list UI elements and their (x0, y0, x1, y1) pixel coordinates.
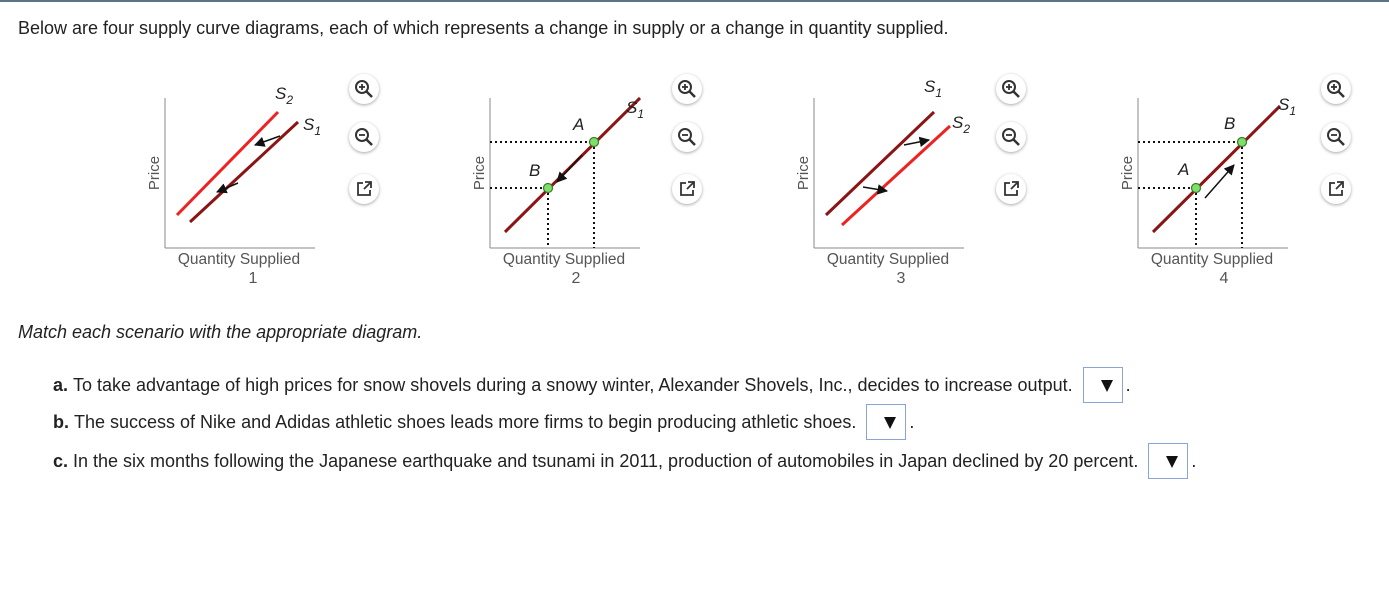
question-text: In the six months following the Japanese earthquake and tsunami in 2011, production of automobiles in Japan declined by 20 percent. (73, 450, 1139, 471)
question-letter: a. (53, 374, 69, 395)
movement-arrow (1205, 165, 1234, 198)
x-axis-label: Quantity Supplied (177, 251, 301, 268)
sentence-end: . (1125, 374, 1131, 395)
expand-button[interactable] (996, 174, 1026, 204)
point-label-b: B (529, 161, 541, 180)
zoom-in-icon (677, 79, 697, 99)
expand-button[interactable] (1321, 174, 1351, 204)
dropdown-arrow-icon (884, 417, 896, 429)
expand-button[interactable] (349, 174, 379, 204)
zoom-in-icon (354, 79, 374, 99)
answer-dropdown-c[interactable] (1148, 443, 1188, 479)
expand-icon (678, 180, 696, 198)
y-axis-label: Price (795, 155, 812, 191)
movement-arrow (557, 155, 582, 182)
zoom-out-button[interactable] (1321, 122, 1351, 152)
x-axis-label: Quantity Supplied (826, 251, 950, 268)
curve-label-s2: $S_2$ (952, 113, 971, 136)
zoom-out-icon (1001, 127, 1021, 147)
shift-arrow (904, 140, 929, 145)
expand-button[interactable] (672, 174, 702, 204)
sentence-end: . (909, 411, 915, 432)
zoom-out-icon (677, 127, 697, 147)
expand-icon (355, 180, 373, 198)
question-letter: c. (53, 450, 69, 471)
supply-curve-s1 (190, 122, 298, 222)
question-text: The success of Nike and Adidas athletic shoes leads more firms to begin producing athletic shoes. (74, 411, 857, 432)
diagram-3 (784, 70, 1084, 295)
zoom-out-button[interactable] (996, 122, 1026, 152)
x-axis-label: Quantity Supplied (502, 251, 626, 268)
diagram-2 (460, 70, 760, 295)
intro-text: Below are four supply curve diagrams, each of which represents a change in supply or a change in quantity supplied. (18, 18, 949, 38)
point-b (544, 184, 553, 193)
curve-label-s2: $S_2$ (275, 84, 294, 107)
curve-label-s1: $S_1$ (924, 77, 943, 100)
instruction-text: Match each scenario with the appropriate diagram. (18, 322, 423, 342)
diagram-number: 4 (1219, 270, 1229, 287)
zoom-in-button[interactable] (672, 74, 702, 104)
diagram-number: 3 (896, 270, 906, 287)
zoom-out-button[interactable] (349, 122, 379, 152)
supply-curve-s1 (1153, 106, 1280, 232)
supply-curve-s2 (177, 112, 278, 215)
supply-curve-s2 (842, 126, 950, 225)
x-axis-label: Quantity Supplied (1150, 251, 1274, 268)
diagram-1 (135, 70, 435, 295)
zoom-out-icon (1326, 127, 1346, 147)
point-label-b: B (1224, 114, 1236, 133)
curve-label-s1: $S_1$ (303, 115, 322, 138)
point-a (1192, 184, 1201, 193)
zoom-out-icon (354, 127, 374, 147)
curve-label-s1: $S_1$ (626, 98, 645, 121)
top-border (0, 0, 1389, 2)
shift-arrow (217, 183, 238, 192)
dropdown-arrow-icon (1166, 456, 1178, 468)
y-axis-label: Price (471, 155, 488, 191)
point-b (1238, 138, 1247, 147)
diagram-number: 1 (248, 270, 258, 287)
sentence-end: . (1191, 450, 1197, 471)
curve-label-s1: $S_1$ (1278, 95, 1297, 118)
zoom-out-button[interactable] (672, 122, 702, 152)
zoom-in-button[interactable] (349, 74, 379, 104)
answer-dropdown-a[interactable] (1083, 367, 1123, 403)
question-a (53, 367, 1131, 403)
zoom-in-button[interactable] (1321, 74, 1351, 104)
expand-icon (1002, 180, 1020, 198)
dropdown-arrow-icon (1101, 380, 1113, 392)
y-axis-label: Price (1119, 155, 1136, 191)
point-label-a: A (573, 115, 585, 134)
point-label-a: A (1178, 160, 1190, 179)
question-b (53, 404, 914, 440)
diagram-number: 2 (571, 270, 581, 287)
zoom-in-icon (1001, 79, 1021, 99)
zoom-in-button[interactable] (996, 74, 1026, 104)
zoom-in-icon (1326, 79, 1346, 99)
expand-icon (1327, 180, 1345, 198)
question-c (53, 443, 1196, 479)
y-axis-label: Price (146, 155, 163, 191)
answer-dropdown-b[interactable] (866, 404, 906, 440)
question-letter: b. (53, 411, 69, 432)
supply-curve-s1 (826, 112, 934, 215)
point-a (590, 138, 599, 147)
question-text: To take advantage of high prices for snow shovels during a snowy winter, Alexander Shovels, Inc., decides to increase output. (73, 374, 1073, 395)
